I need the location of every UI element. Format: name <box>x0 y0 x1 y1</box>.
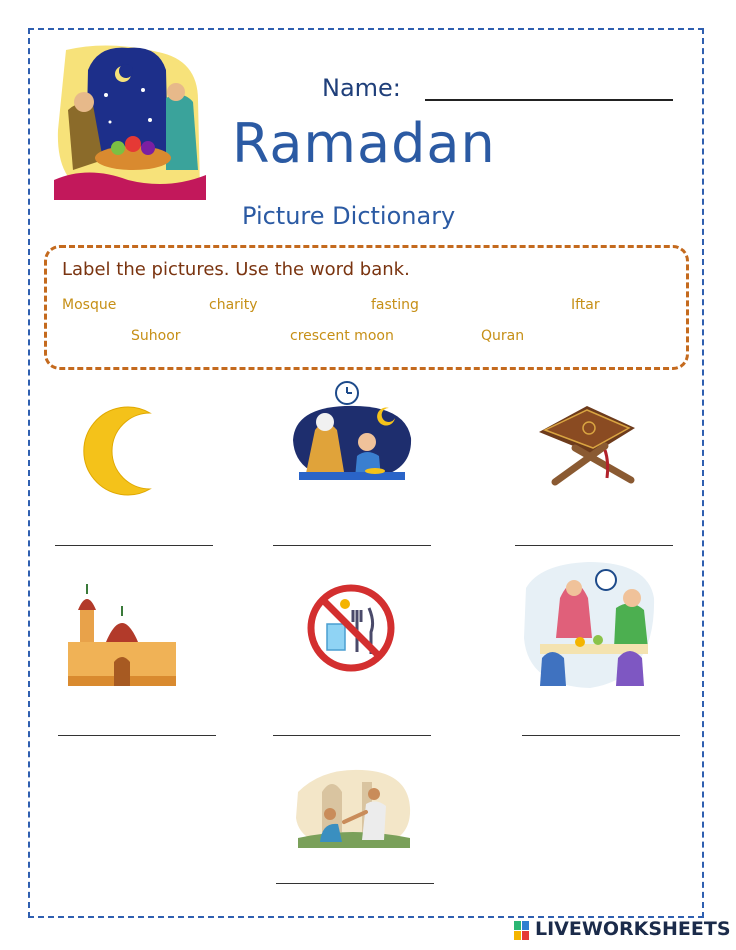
answer-line[interactable] <box>276 883 434 884</box>
answer-line[interactable] <box>55 545 213 546</box>
word-bank-word: Suhoor <box>131 328 181 344</box>
answer-line[interactable] <box>273 735 431 736</box>
word-bank-word: Quran <box>481 328 525 344</box>
iftar-family-icon <box>520 558 658 693</box>
liveworksheets-logo-icon <box>514 921 530 941</box>
no-food-drink-icon <box>305 582 397 674</box>
name-input-line[interactable] <box>425 99 673 101</box>
word-bank-word: Mosque <box>62 297 117 313</box>
word-bank-word: crescent moon <box>290 328 394 344</box>
footer-brand[interactable]: LIVEWORKSHEETS <box>535 918 731 940</box>
quran-on-stand-icon <box>535 392 645 487</box>
charity-scene-icon <box>292 762 414 850</box>
answer-line[interactable] <box>58 735 216 736</box>
word-bank-word: charity <box>209 297 258 313</box>
name-label: Name: <box>322 74 401 102</box>
answer-line[interactable] <box>522 735 680 736</box>
mosque-icon <box>66 580 178 692</box>
page-title: Ramadan <box>232 112 496 175</box>
crescent-moon-icon <box>78 405 164 497</box>
word-bank-instruction: Label the pictures. Use the word bank. <box>62 259 410 280</box>
ramadan-family-illustration <box>48 40 210 205</box>
page-subtitle: Picture Dictionary <box>242 202 456 230</box>
answer-line[interactable] <box>515 545 673 546</box>
suhoor-scene-icon <box>285 380 415 495</box>
word-bank-word: Iftar <box>571 297 600 313</box>
word-bank-word: fasting <box>371 297 419 313</box>
answer-line[interactable] <box>273 545 431 546</box>
